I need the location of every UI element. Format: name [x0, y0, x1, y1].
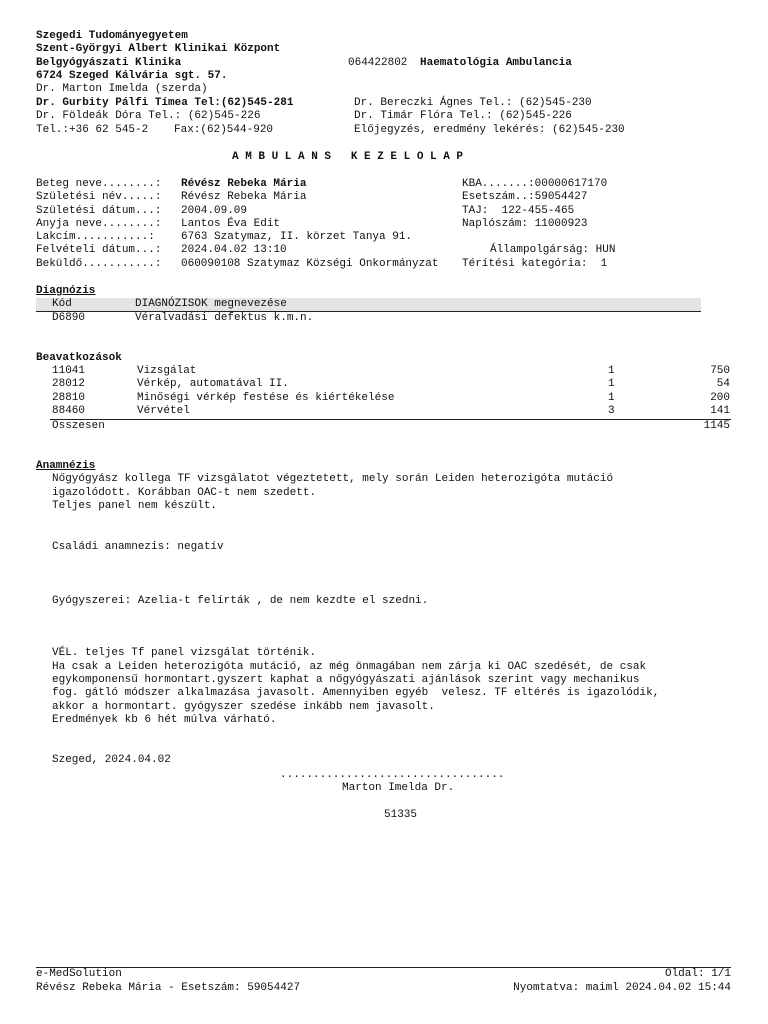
- procedure-name: Vérvétel: [137, 405, 190, 417]
- procedure-code: 28810: [52, 392, 86, 404]
- procedures-total-label: Összesen: [52, 420, 105, 432]
- plan-line: VÉL. teljes Tf panel vizsgálat történik.: [52, 647, 317, 659]
- procedure-name: Vérkép, automatával II.: [137, 378, 289, 390]
- kba-number: KBA.......:00000617170: [462, 178, 608, 190]
- diagnosis-name: Véralvadási defektus k.m.n.: [135, 312, 314, 324]
- anamnesis-line: Teljes panel nem készült.: [52, 500, 218, 512]
- procedure-name: Vizsgálat: [137, 365, 197, 377]
- procedures-total-divider: [50, 419, 731, 420]
- doctor-4: Dr. Bereczki Ágnes Tel.: (62)545-230: [354, 97, 592, 109]
- log-number: Naplószám: 11000923: [462, 218, 588, 230]
- procedure-points: 54: [716, 378, 730, 390]
- place-and-date: Szeged, 2024.04.02: [52, 754, 171, 766]
- procedure-points: 200: [710, 392, 730, 404]
- diagnosis-code: D6890: [52, 312, 86, 324]
- family-history: Családi anamnezis: negatív: [52, 541, 224, 553]
- doctor-3: Dr. Földeák Dóra Tel.: (62)545-226: [36, 110, 261, 122]
- page-title: A M B U L A N S K E Z E L O L A P: [232, 151, 464, 163]
- procedure-qty: 1: [608, 365, 615, 377]
- procedure-code: 28012: [52, 378, 86, 390]
- citizenship: Állampolgárság: HUN: [490, 244, 616, 256]
- birth-name-label: Születési név.....:: [36, 191, 162, 203]
- birth-name: Révész Rebeka Mária: [181, 191, 307, 203]
- taj-number: TAJ: 122-455-465: [462, 205, 575, 217]
- clinic-address: 6724 Szeged Kálvária sgt. 57.: [36, 70, 228, 82]
- birth-date: 2004.09.09: [181, 205, 248, 217]
- booking-info: Előjegyzés, eredmény lekérés: (62)545-230: [354, 124, 625, 136]
- phone-number: Tel.:+36 62 545-2: [36, 124, 149, 136]
- procedures-heading: Beavatkozások: [36, 352, 122, 364]
- signer-code: 51335: [384, 809, 418, 821]
- admission-date: 2024.04.02 13:10: [181, 244, 287, 256]
- referrer-label: Beküldő...........:: [36, 258, 162, 270]
- procedure-code: 11041: [52, 365, 86, 377]
- referrer: 060090108 Szatymaz Községi Önkormányzat: [181, 258, 439, 270]
- mother-name-label: Anyja neve........:: [36, 218, 162, 230]
- plan-line: fog. gátló módszer alkalmazása javasolt. Amennyiben egyéb velesz. TF eltérés is igazolódik,: [52, 687, 660, 699]
- unit-name: Haematológia Ambulancia: [420, 57, 572, 69]
- admission-label: Felvételi dátum...:: [36, 244, 162, 256]
- diagnosis-heading: Diagnózis: [36, 285, 96, 297]
- patient-name-label: Beteg neve........:: [36, 178, 162, 190]
- doctor-1: Dr. Marton Imelda (szerda): [36, 83, 208, 95]
- unit-code: 064422802: [348, 57, 408, 69]
- doctor-5: Dr. Timár Flóra Tel.: (62)545-226: [354, 110, 572, 122]
- footer-software: e-MedSolution: [36, 968, 122, 980]
- plan-line: egykomponensű hormontart.gyszert kaphat a nőgyógyászati ajánlások szerint vagy mechanikus: [52, 674, 640, 686]
- mother-name: Lantos Éva Edit: [181, 218, 281, 230]
- case-number: Esetszám..:59054427: [462, 191, 588, 203]
- procedure-qty: 3: [608, 405, 615, 417]
- anamnesis-line: igazolódott. Korábban OAC-t nem szedett.: [52, 487, 317, 499]
- patient-address: 6763 Szatymaz, II. körzet Tanya 91.: [181, 231, 413, 243]
- procedure-points: 750: [710, 365, 730, 377]
- procedure-qty: 1: [608, 378, 615, 390]
- fax-number: Fax:(62)544-920: [174, 124, 274, 136]
- address-label: Lakcím...........:: [36, 231, 155, 243]
- plan-line: akkor a hormontart. gyógyszer szedése inkább nem javasolt.: [52, 701, 435, 713]
- center-name: Szent-Györgyi Albert Klinikai Központ: [36, 43, 281, 55]
- procedure-code: 88460: [52, 405, 86, 417]
- university-name: Szegedi Tudományegyetem: [36, 30, 188, 42]
- procedure-qty: 1: [608, 392, 615, 404]
- plan-line: Eredmények kb 6 hét múlva várható.: [52, 714, 277, 726]
- procedure-points: 141: [710, 405, 730, 417]
- doctor-2: Dr. Gurbity Pálfi Tímea Tel:(62)545-281: [36, 97, 294, 109]
- footer-page: Oldal: 1/1: [664, 968, 731, 980]
- anamnesis-heading: Anamnézis: [36, 460, 96, 472]
- anamnesis-line: Nőgyógyász kollega TF vizsgálatot végeztetett, mely során Leiden heterozigóta mutáció: [52, 473, 614, 485]
- procedure-name: Minőségi vérkép festése és kiértékelése: [137, 392, 395, 404]
- signature-line: ..................................: [280, 769, 505, 781]
- payment-category: Térítési kategória: 1: [462, 258, 608, 270]
- signer-name: Marton Imelda Dr.: [342, 782, 455, 794]
- footer-printed: Nyomtatva: maiml 2024.04.02 15:44: [513, 982, 731, 994]
- birth-date-label: Születési dátum...:: [36, 205, 162, 217]
- procedures-total: 1145: [703, 420, 730, 432]
- footer-patient-case: Révész Rebeka Mária - Esetszám: 59054427: [36, 982, 301, 994]
- medications: Gyógyszerei: Azelia-t felírták , de nem kezdte el szedni.: [52, 595, 429, 607]
- diagnosis-col-name: DIAGNÓZISOK megnevezése: [135, 298, 287, 310]
- clinic-name: Belgyógyászati Klinika: [36, 57, 182, 69]
- patient-name: Révész Rebeka Mária: [181, 178, 307, 190]
- plan-line: Ha csak a Leiden heterozigóta mutáció, az még önmagában nem zárja ki OAC szedését, de csak: [52, 661, 647, 673]
- diagnosis-col-code: Kód: [52, 298, 72, 310]
